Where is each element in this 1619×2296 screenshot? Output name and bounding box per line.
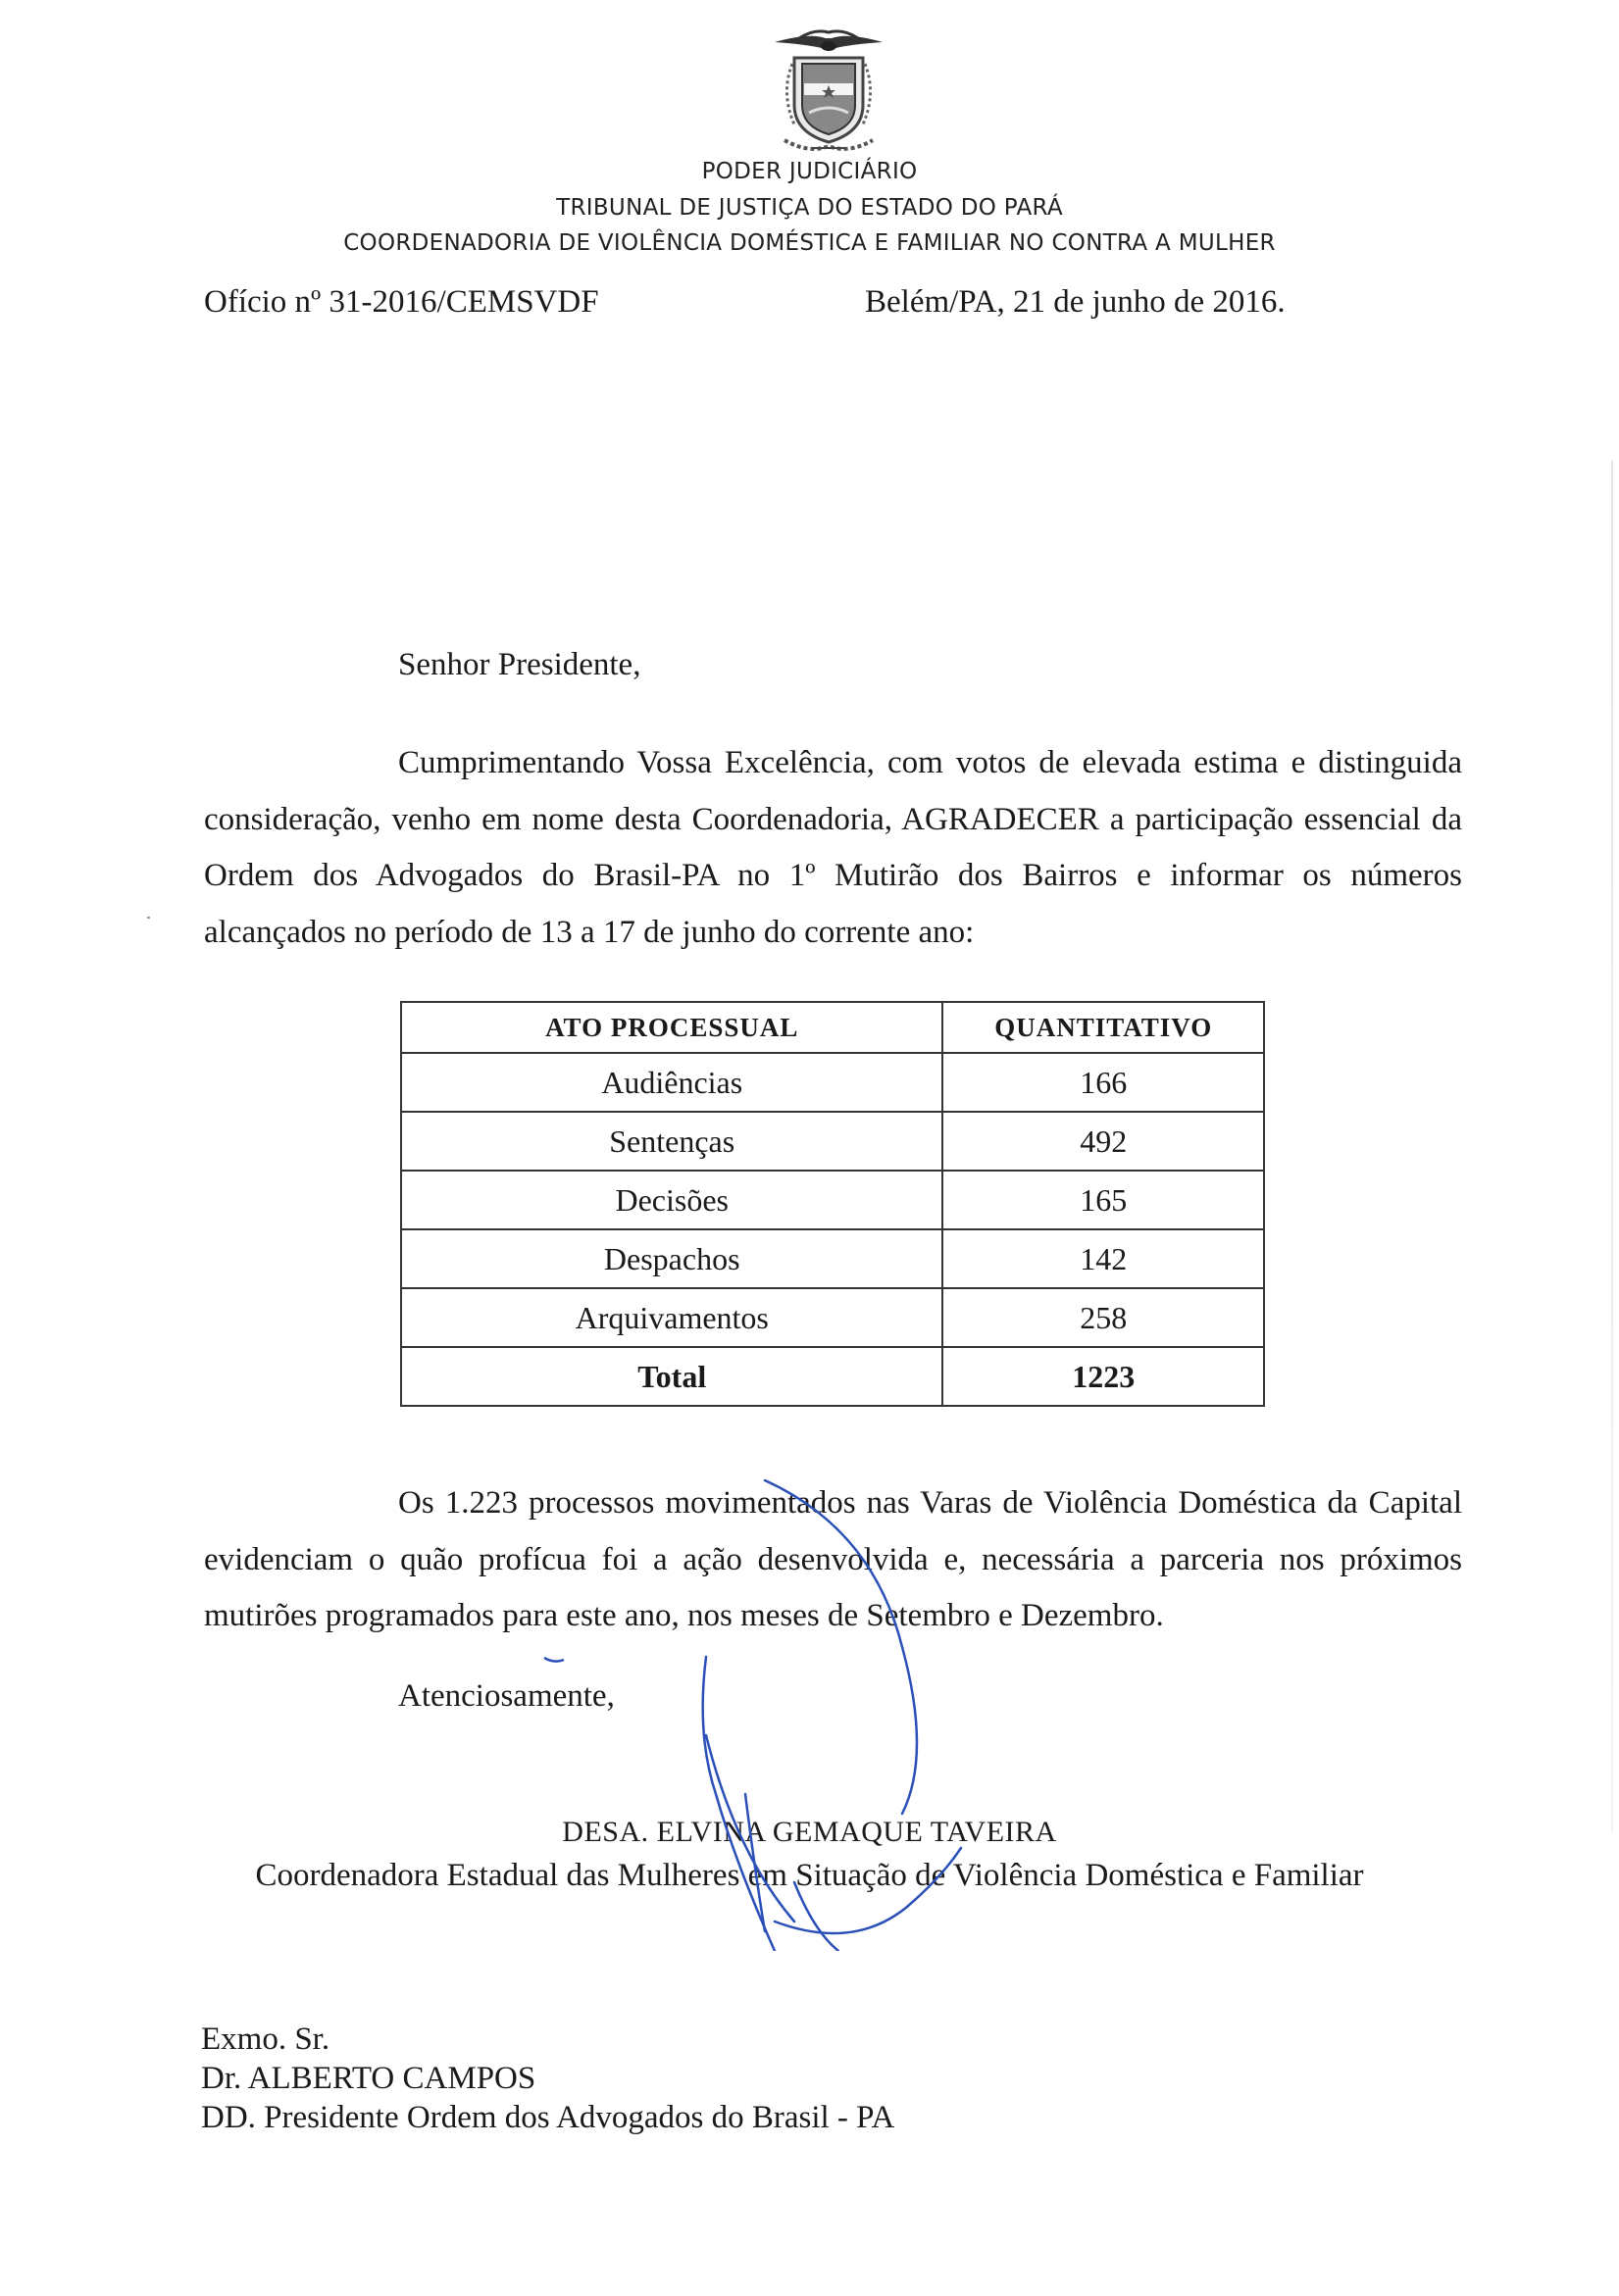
- header-quantitativo: QUANTITATIVO: [942, 1002, 1264, 1053]
- table-total-value: 1223: [942, 1347, 1264, 1406]
- table-cell-ato: Sentenças: [401, 1112, 942, 1171]
- table-header-row: [401, 1002, 1264, 1053]
- addressee-name: Dr. ALBERTO CAMPOS: [201, 2061, 536, 2096]
- header-coordination: COORDENADORIA DE VIOLÊNCIA DOMÉSTICA E FAMILIAR NO CONTRA A MULHER: [343, 230, 1276, 256]
- scan-edge-shadow: [1611, 461, 1613, 1833]
- header-tribunal: TRIBUNAL DE JUSTIÇA DO ESTADO DO PARÁ: [556, 195, 1063, 221]
- table-cell-quantity: 142: [942, 1229, 1264, 1288]
- table-row: [401, 1053, 1264, 1112]
- body-paragraph-1: Cumprimentando Vossa Excelência, com votos de elevada estima e distinguida consideração, venho em nome desta Coordenadoria, AGRADECER a participação essencial da Ordem dos Advogados do Brasil-PA no 1º Mutirão dos Bairros e informar os números alcançados no período de 13 a 17 de junho do corrente ano:: [204, 745, 1462, 950]
- coat-of-arms-icon: [755, 25, 902, 162]
- table-row: [401, 1171, 1264, 1229]
- table-cell-quantity: 258: [942, 1288, 1264, 1347]
- table-total-row: [401, 1347, 1264, 1406]
- pen-tick-mark: [542, 1655, 566, 1665]
- handwritten-signature: [667, 1461, 1020, 1951]
- office-number: Ofício nº 31-2016/CEMSVDF: [204, 284, 599, 320]
- table-total-label: Total: [401, 1347, 942, 1406]
- place-date: Belém/PA, 21 de junho de 2016.: [865, 284, 1286, 320]
- signatory-role: Coordenadora Estadual das Mulheres em Situação de Violência Doméstica e Familiar: [255, 1858, 1364, 1893]
- signatory-name: DESA. ELVINA GEMAQUE TAVEIRA: [562, 1816, 1057, 1848]
- table-row: [401, 1112, 1264, 1171]
- closing: Atenciosamente,: [398, 1678, 615, 1714]
- table-cell-quantity: 492: [942, 1112, 1264, 1171]
- table-cell-ato: Decisões: [401, 1171, 942, 1229]
- addressee-title: DD. Presidente Ordem dos Advogados do Brasil - PA: [201, 2100, 895, 2135]
- table-row: [401, 1229, 1264, 1288]
- table-cell-ato: Audiências: [401, 1053, 942, 1112]
- body-paragraph-2: Os 1.223 processos movimentados nas Varas de Violência Doméstica da Capital evidenciam o quão profícua foi a ação desenvolvida e, necessária a parceria nos próximos mutirões programados para este ano, nos meses de Setembro e Dezembro.: [204, 1485, 1462, 1633]
- table-cell-ato: Arquivamentos: [401, 1288, 942, 1347]
- header-judiciary: PODER JUDICIÁRIO: [701, 159, 918, 184]
- salutation: Senhor Presidente,: [398, 647, 641, 682]
- scan-speck: [147, 917, 150, 919]
- table-cell-quantity: 166: [942, 1053, 1264, 1112]
- table-row: [401, 1288, 1264, 1347]
- header-ato-processual: ATO PROCESSUAL: [401, 1002, 942, 1053]
- results-table: [400, 1001, 1265, 1407]
- table-cell-quantity: 165: [942, 1171, 1264, 1229]
- addressee-salutation: Exmo. Sr.: [201, 2021, 330, 2057]
- table-cell-ato: Despachos: [401, 1229, 942, 1288]
